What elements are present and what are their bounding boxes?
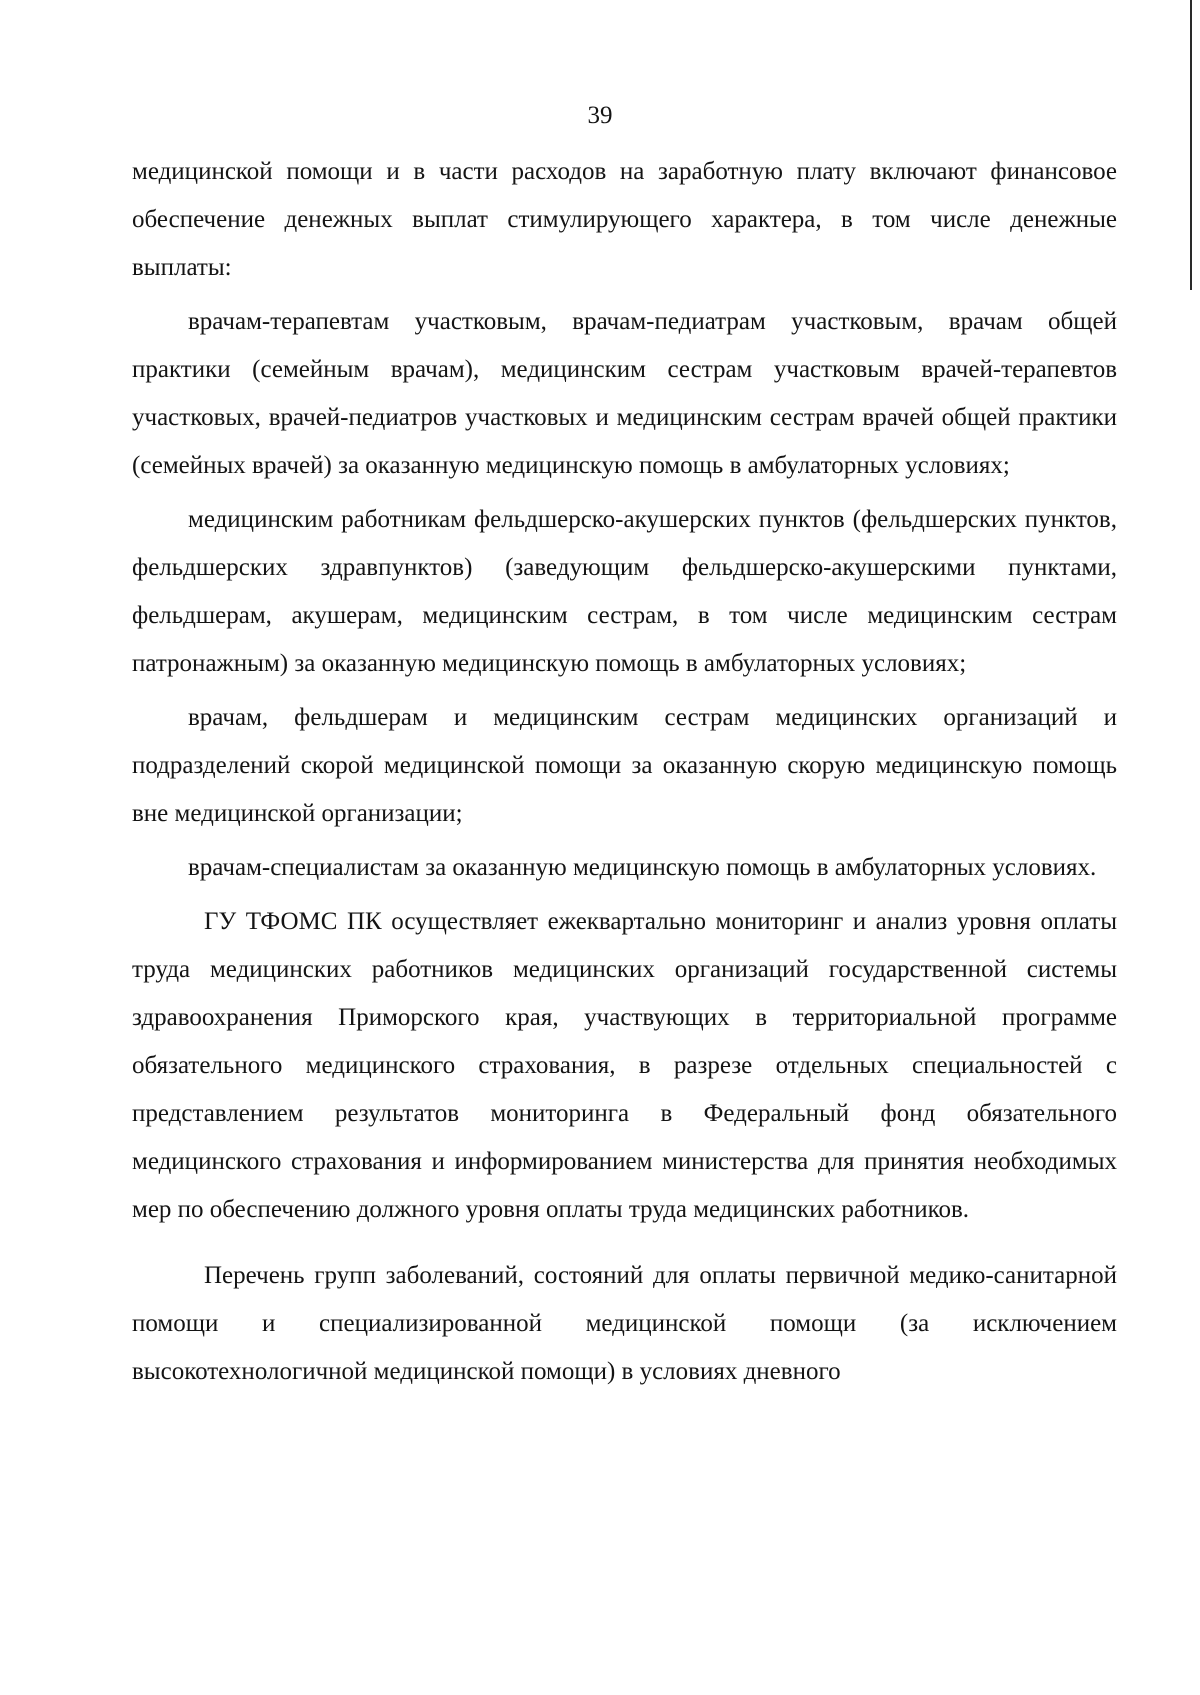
- paragraph-feldsher-points: медицинским работникам фельдшерско-акушерских пунктов (фельдшерских пунктов, фельдшерских здравпунктов) (заведующим фельдшерско-акушерскими пунктами, фельдшерам, акушерам, медицинским сестрам, в том числе медицинским сестрам патронажным) за оказанную медицинскую помощь в амбулаторных условиях;: [132, 506, 1117, 677]
- paragraph-monitoring: ГУ ТФОМС ПК осуществляет ежеквартально мониторинг и анализ уровня оплаты труда медицинских работников медицинских организаций государственной системы здравоохранения Приморского края, участвующих в территориальной программе обязательного медицинского страхования, в разрезе отдельных специальностей с представлением результатов мониторинга в Федеральный фонд обязательного медицинского страхования и информированием министерства для принятия необходимых мер по обеспечению должного уровня оплаты труда медицинских работников.: [132, 908, 1117, 1223]
- page-number: 39: [587, 102, 613, 129]
- paragraph-payments-intro: медицинской помощи и в части расходов на заработную плату включают финансовое обеспечение денежных выплат стимулирующего характера, в том числе денежные выплаты:: [132, 158, 1117, 281]
- document-body: [132, 148, 1117, 1396]
- paragraph-ambulance-staff: врачам, фельдшерам и медицинским сестрам медицинских организаций и подразделений скорой медицинской помощи за оказанную скорую медицинскую помощь вне медицинской организации;: [132, 704, 1117, 827]
- paragraph-district-doctors: врачам-терапевтам участковым, врачам-педиатрам участковым, врачам общей практики (семейным врачам), медицинским сестрам участковым врачей-терапевтов участковых, врачей-педиатров участковых и медицинским сестрам врачей общей практики (семейных врачей) за оказанную медицинскую помощь в амбулаторных условиях;: [132, 308, 1117, 479]
- paragraph-specialists: врачам-специалистам за оказанную медицинскую помощь в амбулаторных условиях.: [188, 854, 1097, 881]
- scan-edge-line: [1190, 0, 1192, 290]
- paragraph-disease-groups: Перечень групп заболеваний, состояний для оплаты первичной медико-санитарной помощи и специализированной медицинской помощи (за исключением высокотехнологичной медицинской помощи) в условиях дневного: [132, 1262, 1117, 1385]
